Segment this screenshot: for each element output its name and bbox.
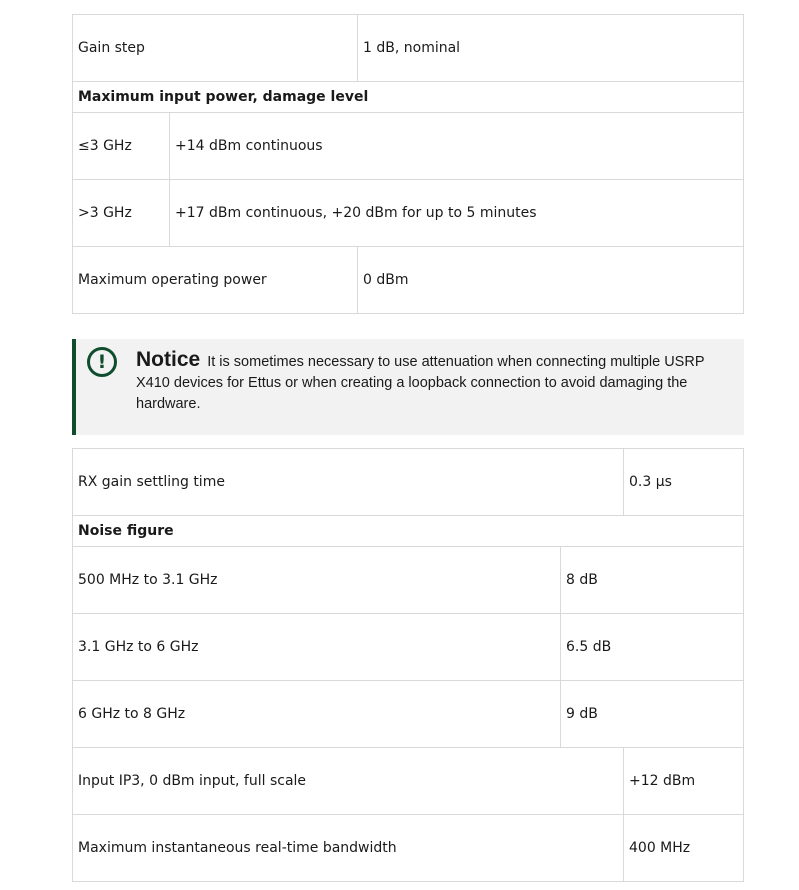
row-value: 0 dBm bbox=[357, 247, 743, 313]
row-label: Input IP3, 0 dBm input, full scale bbox=[78, 773, 307, 789]
table-row-heading-max-input bbox=[73, 82, 743, 113]
row-value: +17 dBm continuous, +20 dBm for up to 5 minutes bbox=[169, 180, 743, 246]
row-value: 1 dB, nominal bbox=[357, 15, 743, 81]
notice-body bbox=[136, 349, 736, 415]
row-value: +12 dBm bbox=[623, 748, 743, 814]
row-label: 6 GHz to 8 GHz bbox=[78, 706, 186, 722]
table-row-bandwidth bbox=[73, 815, 743, 882]
row-label: 500 MHz to 3.1 GHz bbox=[78, 572, 218, 588]
row-label: Maximum operating power bbox=[78, 272, 267, 288]
table-row-max-operating bbox=[73, 247, 743, 314]
row-value: 8 dB bbox=[560, 547, 743, 613]
notice-title: Notice bbox=[136, 348, 201, 371]
row-label: >3 GHz bbox=[78, 205, 132, 221]
row-value: 0.3 µs bbox=[623, 449, 743, 515]
table-row-max-input-low bbox=[73, 113, 743, 180]
row-label: 3.1 GHz to 6 GHz bbox=[78, 639, 199, 655]
section-heading: Maximum input power, damage level bbox=[78, 89, 369, 105]
table-row-heading-noise bbox=[73, 516, 743, 547]
row-value: 9 dB bbox=[560, 681, 743, 747]
section-heading: Noise figure bbox=[78, 523, 174, 539]
notice-callout bbox=[72, 339, 744, 435]
row-value: 6.5 dB bbox=[560, 614, 743, 680]
table-row-noise-1 bbox=[73, 547, 743, 614]
exclamation-icon: ! bbox=[87, 347, 117, 377]
row-label: RX gain settling time bbox=[78, 474, 225, 490]
row-value: +14 dBm continuous bbox=[169, 113, 743, 179]
notice-text: It is sometimes necessary to use attenuation when connecting multiple USRP X410 devices for Ettus or when creating a loopback connection to avoid damaging the hardware. bbox=[136, 354, 705, 412]
table-row-gain-step bbox=[73, 15, 743, 82]
row-label: Maximum instantaneous real-time bandwidth bbox=[78, 840, 397, 856]
row-label: ≤3 GHz bbox=[78, 138, 132, 154]
table-row-noise-3 bbox=[73, 681, 743, 748]
table-row-noise-2 bbox=[73, 614, 743, 681]
spec-table-rx-performance bbox=[72, 448, 744, 882]
table-row-rx-settling bbox=[73, 449, 743, 516]
row-label: Gain step bbox=[78, 40, 145, 56]
spec-table-gain-power bbox=[72, 14, 744, 314]
row-value: 400 MHz bbox=[623, 815, 743, 881]
table-row-ip3 bbox=[73, 748, 743, 815]
table-row-max-input-high bbox=[73, 180, 743, 247]
